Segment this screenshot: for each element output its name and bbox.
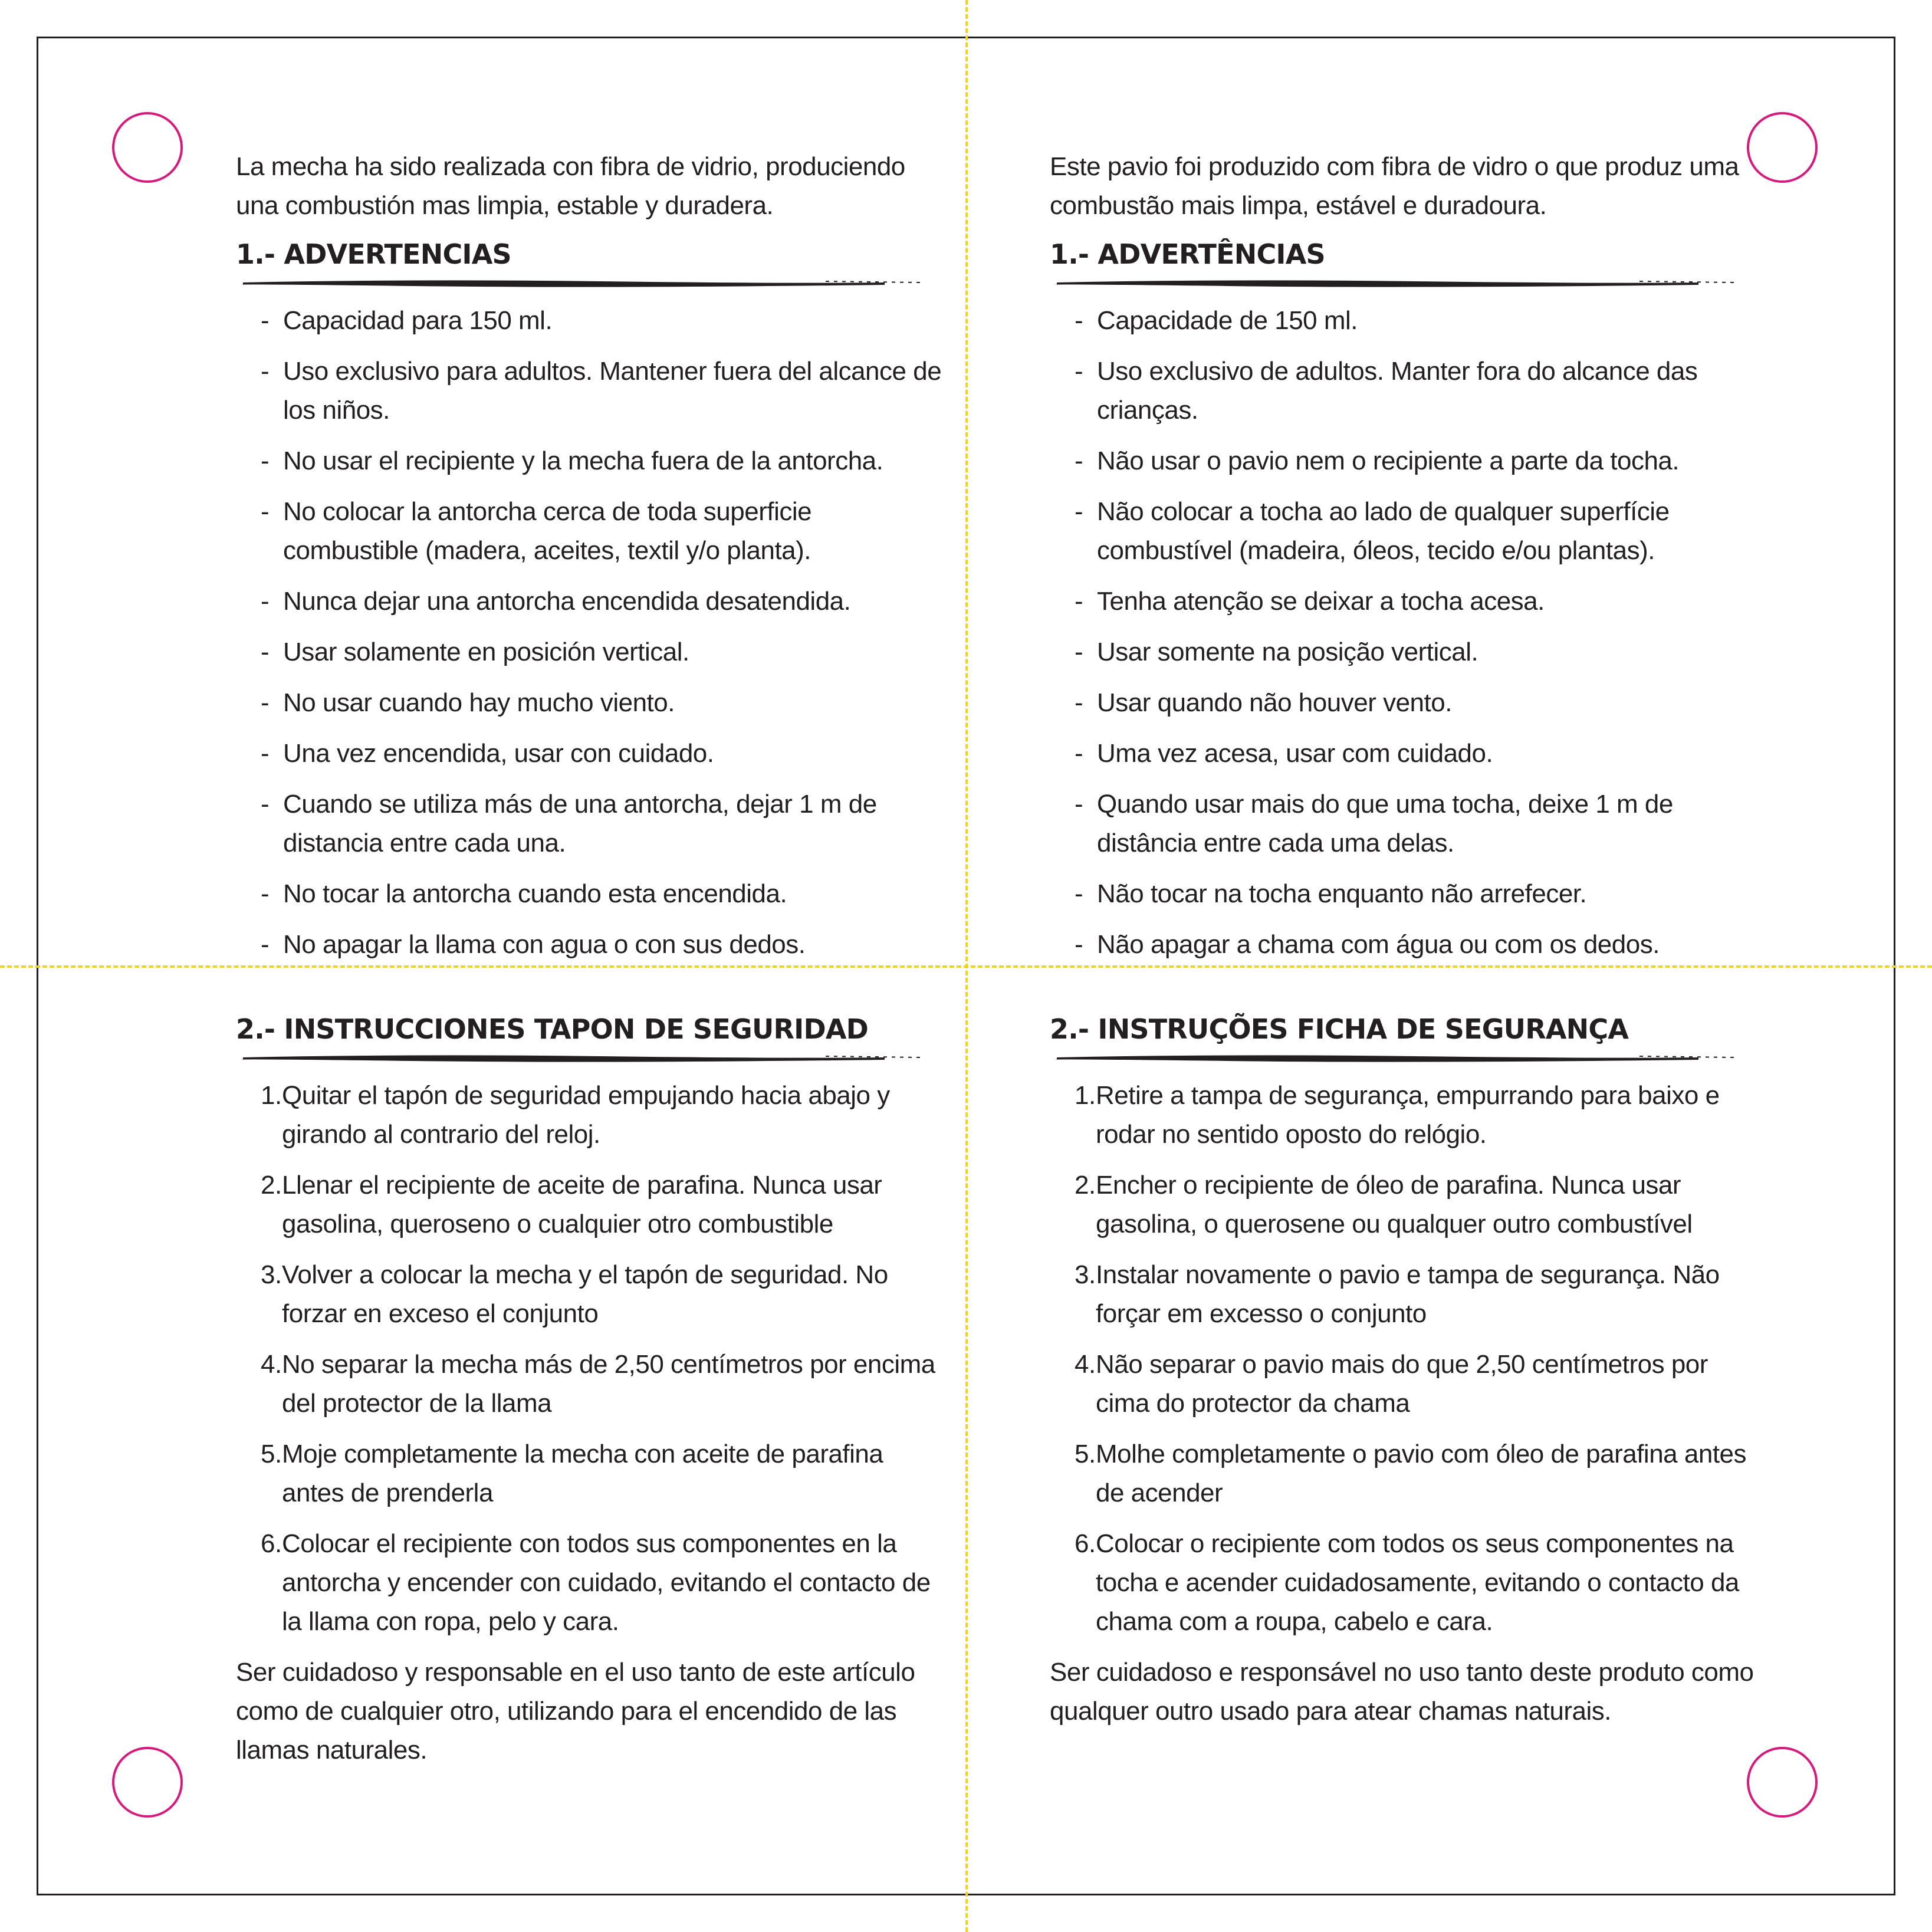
section-heading: 1.- ADVERTENCIAS	[236, 238, 511, 270]
section-heading: 2.- INSTRUCCIONES TAPON DE SEGURIDAD	[236, 1013, 869, 1045]
registration-circle-bottom-left	[112, 1747, 183, 1818]
list-item: - Usar quando não houver vento.	[1075, 688, 1452, 718]
list-item: - No colocar la antorcha cerca de toda superficie combustible (madera, aceites, textil y/o planta).	[261, 497, 812, 566]
brush-stroke-divider	[236, 1050, 920, 1064]
brush-stroke-divider	[1050, 275, 1734, 290]
portuguese-warnings-panel	[1050, 147, 1757, 976]
portuguese-instructions-panel	[1050, 1013, 1757, 1731]
section-heading: 1.- ADVERTÊNCIAS	[1050, 238, 1325, 270]
list-item: - No usar cuando hay mucho viento.	[261, 688, 675, 718]
list-item: - Nunca dejar una antorcha encendida desatendida.	[261, 587, 851, 616]
list-item: 6. Colocar el recipiente con todos sus componentes en la antorcha y encender con cuidado, evitando el contacto de la llama con ropa, pelo y cara.	[261, 1529, 931, 1637]
spanish-instructions-panel	[236, 1013, 944, 1770]
list-item: - Usar solamente en posición vertical.	[261, 638, 689, 667]
list-item: - Uma vez acesa, usar com cuidado.	[1075, 739, 1493, 768]
list-item: 3. Volver a colocar la mecha y el tapón de seguridad. No forzar en exceso el conjunto	[261, 1260, 888, 1329]
list-item: - Usar somente na posição vertical.	[1075, 638, 1478, 667]
list-item: 4. No separar la mecha más de 2,50 centímetros por encima del protector de la llama	[261, 1350, 935, 1418]
closing-text: Ser cuidadoso y responsable en el uso tanto de este artículo como de cualquier otro, utilizando para el encendido de las llamas naturales.	[236, 1658, 915, 1765]
list-item: - Capacidad para 150 ml.	[261, 306, 553, 336]
intro-text: La mecha ha sido realizada con fibra de vidrio, produciendo una combustión mas limpia, estable y duradera.	[236, 152, 905, 220]
instructions-list	[236, 1076, 944, 1641]
list-item: - Não colocar a tocha ao lado de qualquer superfície combustível (madeira, óleos, tecido e/ou plantas).	[1075, 497, 1670, 566]
warnings-list	[236, 301, 944, 964]
list-item: - Não tocar na tocha enquanto não arrefecer.	[1075, 879, 1587, 909]
list-item: 2. Encher o recipiente de óleo de parafina. Nunca usar gasolina, o querosene ou qualquer outro combustível	[1075, 1171, 1693, 1239]
brush-stroke-divider	[1050, 1050, 1734, 1064]
list-item: - Não apagar a chama com água ou com os dedos.	[1075, 930, 1660, 960]
instructions-list	[1050, 1076, 1757, 1641]
registration-circle-bottom-right	[1747, 1747, 1818, 1818]
spanish-warnings-panel	[236, 147, 944, 976]
list-item: - Capacidade de 150 ml.	[1075, 306, 1358, 336]
list-item: - Una vez encendida, usar con cuidado.	[261, 739, 714, 768]
list-item: - Cuando se utiliza más de una antorcha, dejar 1 m de distancia entre cada una.	[261, 790, 877, 858]
list-item: - No tocar la antorcha cuando esta encendida.	[261, 879, 787, 909]
warnings-list	[1050, 301, 1757, 964]
list-item: - Tenha atenção se deixar a tocha acesa.	[1075, 587, 1545, 616]
list-item: - Uso exclusivo para adultos. Mantener fuera del alcance de los niños.	[261, 357, 942, 425]
list-item: 5. Molhe completamente o pavio com óleo de parafina antes de acender	[1075, 1440, 1747, 1508]
list-item: 3. Instalar novamente o pavio e tampa de segurança. Não forçar em excesso o conjunto	[1075, 1260, 1720, 1329]
registration-circle-top-left	[112, 112, 183, 183]
intro-text: Este pavio foi produzido com fibra de vidro o que produz uma combustão mais limpa, estável e duradoura.	[1050, 152, 1739, 220]
list-item: - No usar el recipiente y la mecha fuera de la antorcha.	[261, 446, 883, 476]
list-item: - Não usar o pavio nem o recipiente a parte da tocha.	[1075, 446, 1680, 476]
list-item: - No apagar la llama con agua o con sus dedos.	[261, 930, 806, 960]
list-item: 4. Não separar o pavio mais do que 2,50 centímetros por cima do protector da chama	[1075, 1350, 1708, 1418]
brush-stroke-divider	[236, 275, 920, 290]
list-item: - Uso exclusivo de adultos. Manter fora do alcance das crianças.	[1075, 357, 1698, 425]
list-item: 6. Colocar o recipiente com todos os seus componentes na tocha e acender cuidadosamente, evitando o contacto da chama com a roupa, cabelo e cara.	[1075, 1529, 1739, 1637]
list-item: 1. Retire a tampa de segurança, empurrando para baixo e rodar no sentido oposto do relógio.	[1075, 1081, 1720, 1149]
list-item: 2. Llenar el recipiente de aceite de parafina. Nunca usar gasolina, queroseno o cualquier otro combustible	[261, 1171, 882, 1239]
closing-text: Ser cuidadoso e responsável no uso tanto deste produto como qualquer outro usado para atear chamas naturais.	[1050, 1658, 1754, 1726]
list-item: 5. Moje completamente la mecha con aceite de parafina antes de prenderla	[261, 1440, 883, 1508]
section-heading: 2.- INSTRUÇÕES FICHA DE SEGURANÇA	[1050, 1013, 1629, 1045]
registration-circle-top-right	[1747, 112, 1818, 183]
list-item: - Quando usar mais do que uma tocha, deixe 1 m de distância entre cada uma delas.	[1075, 790, 1673, 858]
list-item: 1. Quitar el tapón de seguridad empujando hacia abajo y girando al contrario del reloj.	[261, 1081, 890, 1149]
